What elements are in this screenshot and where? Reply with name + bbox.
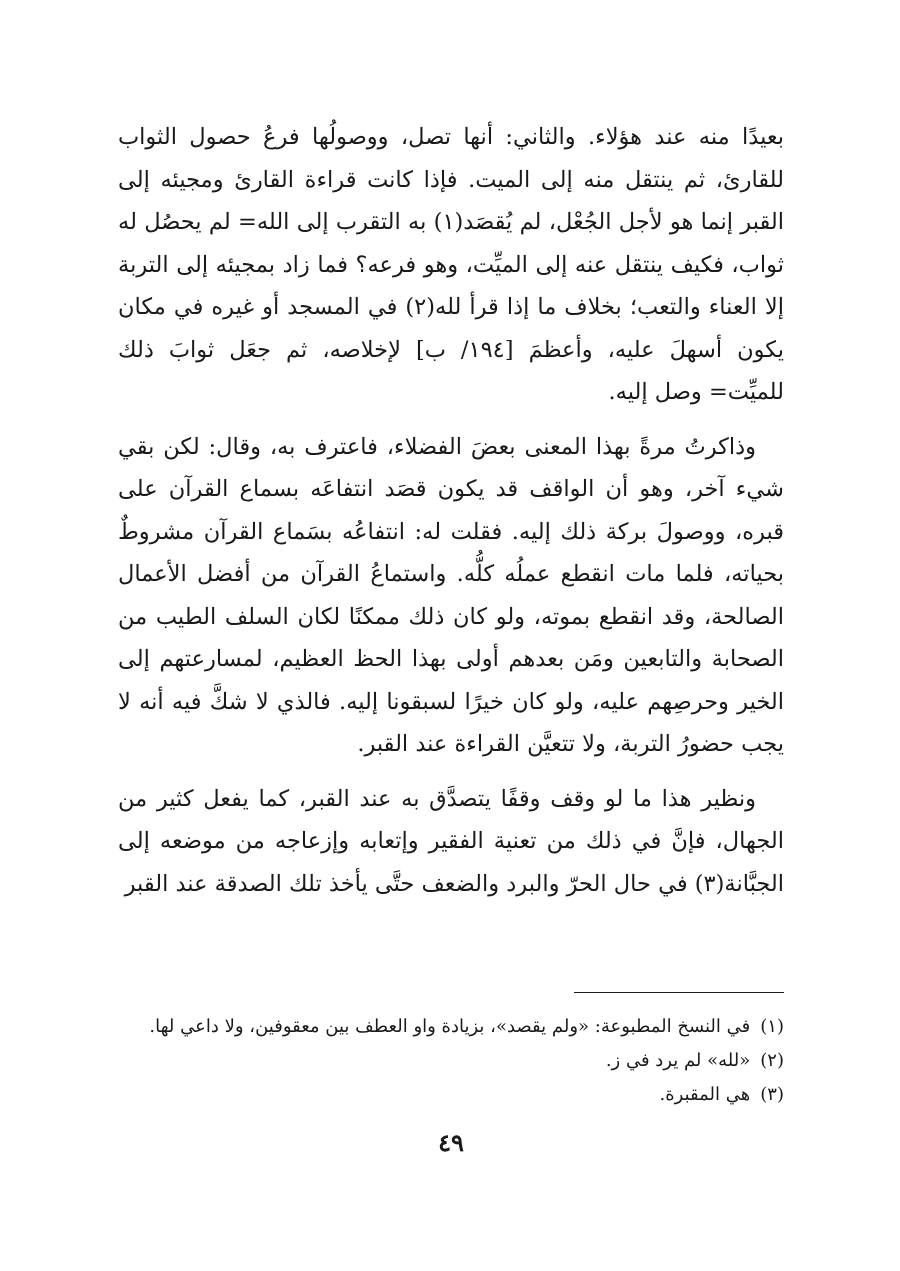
page-number: ٤٩ — [438, 1128, 464, 1157]
footnote-text: «لله» لم يرد في ز. — [605, 1050, 751, 1071]
footnote-text: في النسخ المطبوعة: «ولم يقصد»، بزيادة واو العطف بين معقوفين، ولا داعي لها. — [149, 1016, 751, 1037]
footnote-text: هي المقبرة. — [659, 1084, 751, 1105]
footnote-number: (١) — [760, 1016, 784, 1037]
footnote-number: (٣) — [760, 1084, 784, 1105]
paragraph-3: ونظير هذا ما لو وقف وقفًا يتصدَّق به عند القبر، كما يفعل كثير من الجهال، فإنَّ في ذلك من تعنية الفقير وإتعابه وإزعاجه من موضعه إلى الجبَّانة(٣) في حال الحرّ والبرد والضعف حتَّى يأخذ تلك الصدقة عند القبر — [118, 785, 784, 897]
document-page — [118, 116, 784, 1157]
footnote-number: (٢) — [760, 1050, 784, 1071]
footnote-divider — [574, 992, 784, 993]
paragraph-1: بعيدًا منه عند هؤلاء. والثاني: أنها تصل، ووصولُها فرعُ حصول الثواب للقارئ، ثم ينتقل منه إلى الميت. فإذا كانت قراءة القارئ ومجيئه إلى القبر إنما هو لأجل الجُعْل، لم يُقصَد(١) به التقرب إلى الله= لم يحصُل له ثواب، فكيف ينتقل عنه إلى الميِّت، وهو فرعه؟ فما زاد بمجيئه إلى التربة إلا العناء والتعب؛ بخلاف ما إذا قرأ لله(٢) في المسجد أو غيره في مكان يكون أسهلَ عليه، وأعظمَ [١٩٤/ ب] لإخلاصه، ثم جعَل ثوابَ ذلك للميِّت= وصل إليه. — [118, 124, 784, 405]
paragraph-2: وذاكرتُ مرةً بهذا المعنى بعضَ الفضلاء، فاعترف به، وقال: لكن بقي شيء آخر، وهو أن الواقف قد يكون قصَد انتفاعَه بسماع القرآن على قبره، ووصولَ بركة ذلك إليه. فقلت له: انتفاعُه بسَماع القرآن مشروطٌ بحياته، فلما مات انقطع عملُه كلُّه. واستماعُ القرآن من أفضل الأعمال الصالحة، وقد انقطع بموته، ولو كان ذلك ممكنًا لكان السلف الطيب من الصحابة والتابعين ومَن بعدهم أولى بهذا الحظ العظيم، لمسارعتهم إلى الخير وحرصِهم عليه، ولو كان خيرًا لسبقونا إليه. فالذي لا شكَّ فيه أنه لا يجب حضورُ التربة، ولا تتعيَّن القراءة عند القبر. — [118, 433, 784, 757]
footnote-2 — [118, 1044, 784, 1078]
footnote-3 — [118, 1078, 784, 1112]
footnotes — [118, 1010, 784, 1112]
footnote-1 — [118, 1010, 784, 1044]
